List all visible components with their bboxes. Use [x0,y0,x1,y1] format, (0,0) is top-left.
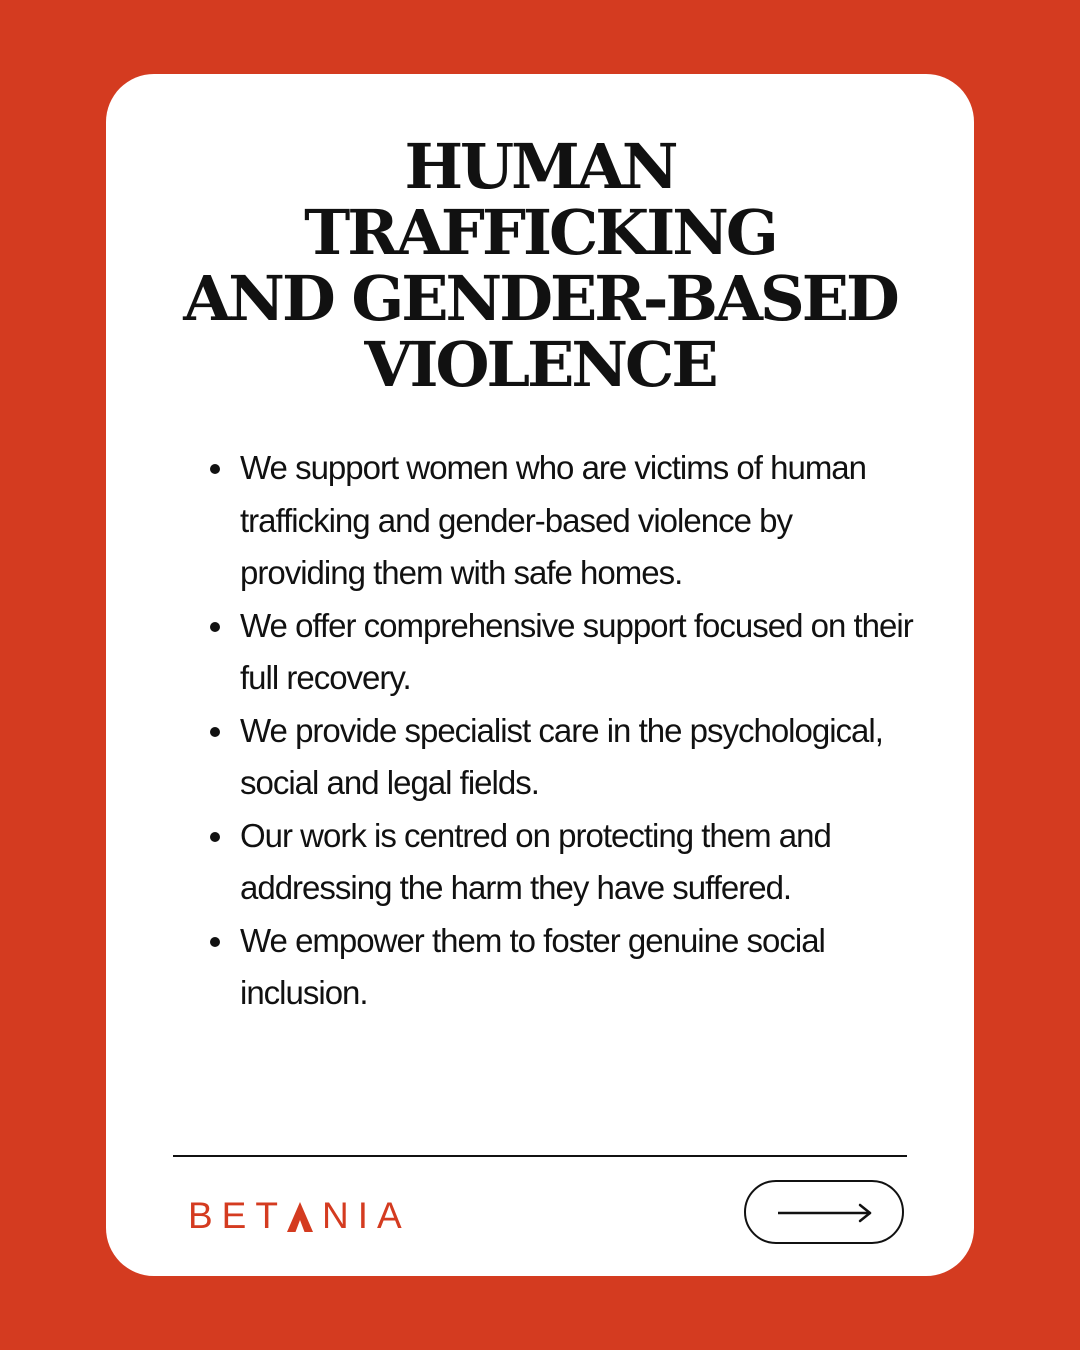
arrow-right-icon [778,1202,874,1224]
bullet-item: We offer comprehensive support focused on their full recovery. [240,600,920,705]
bullet-list [240,442,920,1020]
title-line-4: VIOLENCE [364,328,716,401]
title-line-3: AND GENDER-BASED [183,262,897,335]
footer-divider [173,1155,907,1157]
title-line-2: TRAFFICKING [304,196,776,269]
page-title [0,130,1080,401]
betania-logo [188,1194,411,1238]
next-button[interactable] [744,1180,904,1244]
bullet-item: We empower them to foster genuine social inclusion. [240,915,920,1020]
bullet-item: Our work is centred on protecting them and addressing the harm they have suffered. [240,810,920,915]
logo-a-mark-icon [287,1201,313,1231]
logo-text-suffix: NIA [321,1195,411,1236]
title-line-1: HUMAN [404,130,676,203]
bullet-item: We support women who are victims of human trafficking and gender-based violence by providing them with safe homes. [240,442,920,600]
logo-text-prefix: BET [188,1195,287,1236]
bullet-item: We provide specialist care in the psychological, social and legal fields. [240,705,920,810]
